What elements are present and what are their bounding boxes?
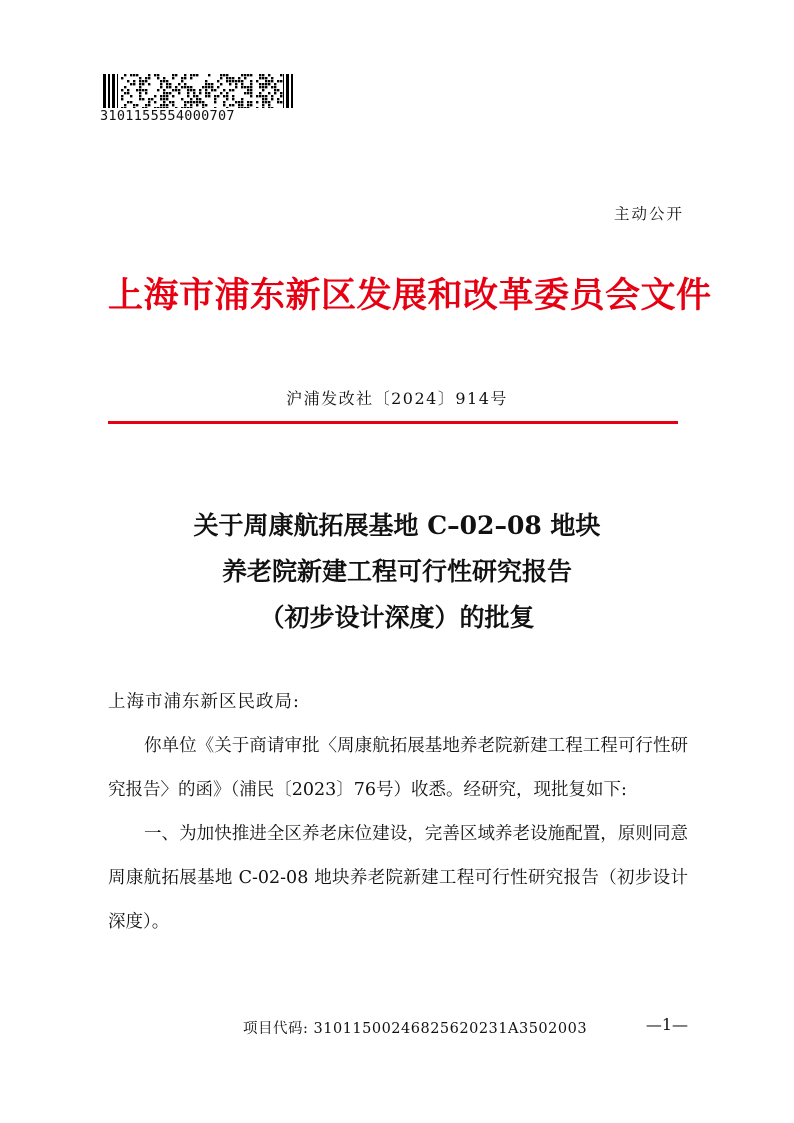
disclosure-label: 主动公开	[613, 205, 684, 223]
addressee: 上海市浦东新区民政局:	[108, 692, 300, 712]
project-code: 项目代码: 31011500246825620231A3502003	[243, 1021, 588, 1037]
barcode-number: 3101155554000707	[100, 108, 235, 124]
body-paragraph: 一、为加快推进全区养老床位建设，完善区域养老设施配置，原则同意周康航拓展基地 C-02-08 地块养老院新建工程可行性研究报告（初步设计深度）。	[108, 824, 688, 932]
title-line: 养老院新建工程可行性研究报告	[221, 557, 572, 586]
body-paragraph: 你单位《关于商请审批〈周康航拓展基地养老院新建工程工程可行性研究报告〉的函》（浦民〔2023〕76号）收悉。经研究，现批复如下:	[108, 736, 688, 800]
title-line: 关于周康航拓展基地 C–02–08 地块	[193, 511, 601, 540]
barcode-image	[103, 74, 295, 108]
document-body	[108, 680, 688, 944]
issuer-title: 上海市浦东新区发展和改革委员会文件	[108, 275, 712, 316]
document-number: 沪浦发改社〔2024〕914号	[286, 389, 508, 408]
page-number: —1—	[645, 1015, 688, 1034]
document-title	[0, 503, 794, 641]
red-divider-line	[108, 421, 678, 424]
title-line: （初步设计深度）的批复	[259, 603, 535, 632]
